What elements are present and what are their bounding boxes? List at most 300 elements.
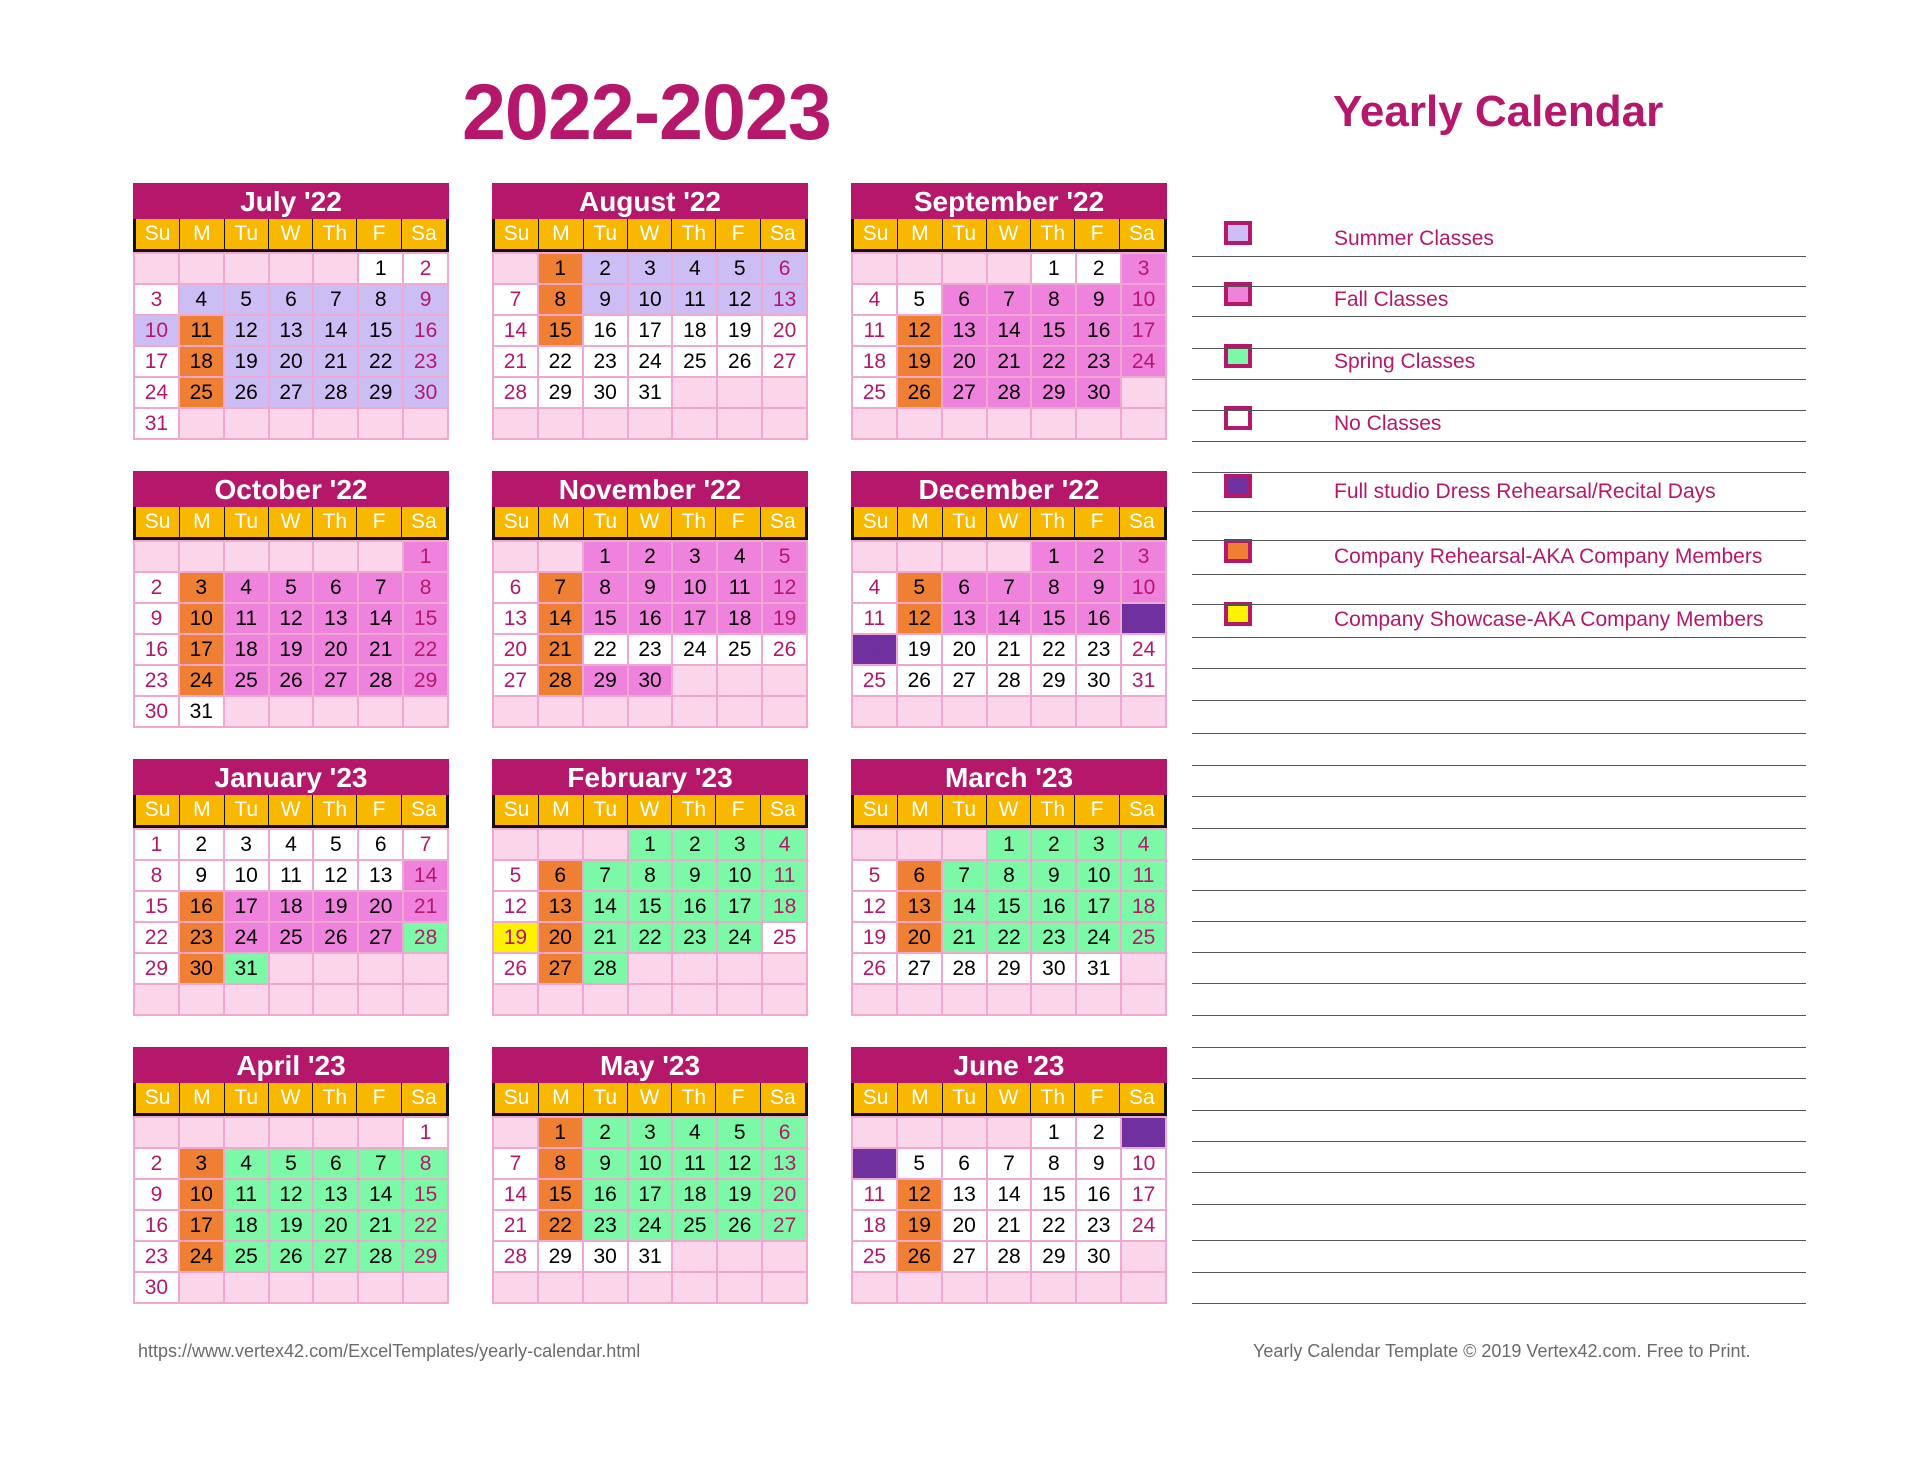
empty-day-cell: [314, 252, 359, 283]
day-cell: 24: [1122, 633, 1167, 664]
empty-day-cell: [1032, 407, 1077, 438]
empty-day-cell: [584, 407, 629, 438]
day-cell: 5: [225, 283, 270, 314]
empty-day-cell: [1077, 695, 1122, 726]
day-cell: 29: [1032, 376, 1077, 407]
weekday-label: Sa: [770, 510, 796, 533]
day-cell: 20: [494, 633, 539, 664]
empty-day-cell: [673, 695, 718, 726]
empty-day-cell: [629, 952, 674, 983]
empty-day-cell: [853, 252, 898, 283]
day-cell: 10: [629, 283, 674, 314]
ruled-line: [1192, 379, 1806, 380]
empty-day-cell: [584, 1271, 629, 1302]
day-cell: 22: [539, 345, 584, 376]
weekday-label: F: [357, 1083, 401, 1113]
day-cell: 31: [629, 1240, 674, 1271]
weekday-label: Tu: [584, 507, 628, 537]
day-grid: [492, 1116, 808, 1304]
empty-day-cell: [898, 828, 943, 859]
day-cell: 12: [898, 314, 943, 345]
ruled-line: [1192, 574, 1806, 575]
day-cell: 23: [1032, 921, 1077, 952]
month-title: January '23: [133, 759, 449, 795]
day-cell: 2: [180, 828, 225, 859]
footer-credit: Yearly Calendar Template © 2019 Vertex42.com. Free to Print.: [1253, 1341, 1751, 1361]
day-cell: 26: [314, 921, 359, 952]
day-cell: 10: [225, 859, 270, 890]
day-cell: 14: [494, 314, 539, 345]
day-cell: 24: [629, 345, 674, 376]
day-cell: 24: [1122, 345, 1167, 376]
empty-day-cell: [539, 540, 584, 571]
footer-url: https://www.vertex42.com/ExcelTemplates/yearly-calendar.html: [138, 1341, 641, 1361]
empty-day-cell: [494, 1116, 539, 1147]
day-cell: 25: [270, 921, 315, 952]
empty-day-cell: [270, 407, 315, 438]
day-cell: 1: [539, 1116, 584, 1147]
weekday-label: W: [987, 219, 1031, 249]
day-cell: 28: [584, 952, 629, 983]
day-cell: 18: [673, 1178, 718, 1209]
day-cell: 19: [494, 921, 539, 952]
day-cell: 19: [270, 1209, 315, 1240]
empty-day-cell: [673, 376, 718, 407]
ruled-line: [1192, 348, 1806, 349]
day-cell: 6: [359, 828, 404, 859]
day-cell: 20: [270, 345, 315, 376]
day-cell: 5: [898, 571, 943, 602]
empty-day-cell: [853, 828, 898, 859]
day-cell: 16: [180, 890, 225, 921]
day-cell: 9: [1077, 571, 1122, 602]
day-cell: 4: [225, 1147, 270, 1178]
weekday-label: F: [716, 795, 760, 825]
day-cell: 18: [853, 633, 898, 664]
day-cell: 2: [1032, 828, 1077, 859]
empty-day-cell: [988, 1271, 1033, 1302]
day-cell: 16: [1077, 314, 1122, 345]
ruled-line: [1192, 921, 1806, 922]
empty-day-cell: [270, 1116, 315, 1147]
day-cell: 14: [314, 314, 359, 345]
day-cell: 10: [1122, 571, 1167, 602]
day-cell: 17: [1122, 602, 1167, 633]
ruled-line: [1192, 1172, 1806, 1173]
month-title: August '22: [492, 183, 808, 219]
weekday-label: Sa: [1129, 222, 1155, 245]
day-cell: 23: [404, 345, 449, 376]
day-cell: 16: [1032, 890, 1077, 921]
day-cell: 17: [135, 345, 180, 376]
day-cell: 12: [718, 1147, 763, 1178]
day-cell: 31: [1077, 952, 1122, 983]
empty-day-cell: [314, 1271, 359, 1302]
weekday-header: [851, 507, 1167, 540]
weekday-label: Tu: [584, 219, 628, 249]
day-cell: 24: [629, 1209, 674, 1240]
weekday-label: M: [539, 795, 583, 825]
ruled-line: [1192, 540, 1806, 541]
day-cell: 22: [584, 633, 629, 664]
empty-day-cell: [1032, 1271, 1077, 1302]
day-cell: 14: [988, 314, 1033, 345]
day-cell: 16: [629, 602, 674, 633]
ruled-line: [1192, 668, 1806, 669]
day-cell: 3: [225, 828, 270, 859]
legend-swatch-summer: [1224, 221, 1252, 245]
day-cell: 30: [180, 952, 225, 983]
day-cell: 27: [898, 952, 943, 983]
weekday-header: [133, 795, 449, 828]
weekday-label: Th: [672, 507, 716, 537]
day-cell: 23: [180, 921, 225, 952]
day-grid: [492, 828, 808, 1016]
day-cell: 27: [943, 376, 988, 407]
day-cell: 26: [494, 952, 539, 983]
day-cell: 10: [135, 314, 180, 345]
day-cell: 7: [494, 283, 539, 314]
day-cell: 9: [629, 571, 674, 602]
day-cell: 4: [853, 283, 898, 314]
day-cell: 15: [584, 602, 629, 633]
empty-day-cell: [898, 252, 943, 283]
weekday-label: Sa: [1129, 510, 1155, 533]
day-cell: 14: [943, 890, 988, 921]
weekday-label: Sa: [1129, 1086, 1155, 1109]
day-cell: 8: [629, 859, 674, 890]
weekday-header: [492, 507, 808, 540]
weekday-label: Th: [313, 1083, 357, 1113]
empty-day-cell: [494, 1271, 539, 1302]
month-title: May '23: [492, 1047, 808, 1083]
weekday-header: [133, 507, 449, 540]
day-cell: 1: [584, 540, 629, 571]
month-calendar: [133, 471, 449, 728]
empty-day-cell: [539, 983, 584, 1014]
day-cell: 29: [1032, 1240, 1077, 1271]
weekday-label: Sa: [411, 222, 437, 245]
weekday-label: F: [1075, 795, 1119, 825]
ruled-line: [1192, 511, 1806, 512]
day-cell: 31: [1122, 664, 1167, 695]
empty-day-cell: [943, 983, 988, 1014]
day-cell: 4: [225, 571, 270, 602]
day-cell: 11: [853, 314, 898, 345]
day-cell: 18: [853, 1209, 898, 1240]
weekday-label: Su: [136, 795, 180, 825]
empty-day-cell: [584, 695, 629, 726]
weekday-label: F: [716, 219, 760, 249]
empty-day-cell: [314, 1116, 359, 1147]
day-cell: 26: [898, 1240, 943, 1271]
day-cell: 9: [1077, 283, 1122, 314]
empty-day-cell: [673, 664, 718, 695]
day-cell: 13: [494, 602, 539, 633]
empty-day-cell: [763, 952, 808, 983]
empty-day-cell: [1032, 695, 1077, 726]
empty-day-cell: [629, 407, 674, 438]
day-cell: 8: [1032, 283, 1077, 314]
day-cell: 23: [135, 1240, 180, 1271]
day-cell: 18: [270, 890, 315, 921]
day-cell: 28: [988, 376, 1033, 407]
day-cell: 5: [898, 1147, 943, 1178]
day-grid: [133, 252, 449, 440]
month-calendar: [133, 183, 449, 440]
day-grid: [492, 252, 808, 440]
day-cell: 28: [943, 952, 988, 983]
day-cell: 6: [539, 859, 584, 890]
day-cell: 19: [898, 345, 943, 376]
day-cell: 25: [853, 376, 898, 407]
day-grid: [851, 828, 1167, 1016]
weekday-label: M: [539, 219, 583, 249]
month-calendar: [133, 1047, 449, 1304]
weekday-header: [492, 1083, 808, 1116]
day-cell: 6: [763, 1116, 808, 1147]
day-cell: 10: [629, 1147, 674, 1178]
day-cell: 19: [314, 890, 359, 921]
day-cell: 8: [539, 283, 584, 314]
ruled-line: [1192, 828, 1806, 829]
weekday-label: F: [1075, 507, 1119, 537]
empty-day-cell: [673, 952, 718, 983]
empty-day-cell: [763, 1271, 808, 1302]
day-cell: 19: [225, 345, 270, 376]
day-cell: 12: [314, 859, 359, 890]
ruled-line: [1192, 983, 1806, 984]
empty-day-cell: [225, 695, 270, 726]
day-cell: 3: [1077, 828, 1122, 859]
day-cell: 24: [225, 921, 270, 952]
day-cell: 1: [135, 828, 180, 859]
day-cell: 19: [718, 314, 763, 345]
empty-day-cell: [988, 407, 1033, 438]
empty-day-cell: [314, 952, 359, 983]
day-cell: 28: [404, 921, 449, 952]
day-cell: 11: [1122, 859, 1167, 890]
day-cell: 30: [1032, 952, 1077, 983]
empty-day-cell: [584, 828, 629, 859]
empty-day-cell: [494, 252, 539, 283]
weekday-label: Sa: [411, 798, 437, 821]
day-cell: 3: [629, 252, 674, 283]
day-cell: 14: [539, 602, 584, 633]
day-cell: 25: [718, 633, 763, 664]
ruled-line: [1192, 410, 1806, 411]
day-cell: 4: [673, 252, 718, 283]
empty-day-cell: [539, 407, 584, 438]
day-cell: 16: [135, 633, 180, 664]
empty-day-cell: [1077, 1271, 1122, 1302]
day-cell: 17: [225, 890, 270, 921]
weekday-label: Th: [313, 219, 357, 249]
empty-day-cell: [270, 540, 315, 571]
day-cell: 31: [225, 952, 270, 983]
day-cell: 20: [943, 345, 988, 376]
ruled-line: [1192, 765, 1806, 766]
day-cell: 8: [539, 1147, 584, 1178]
day-cell: 13: [314, 602, 359, 633]
day-cell: 6: [314, 571, 359, 602]
day-cell: 4: [853, 1147, 898, 1178]
weekday-label: W: [269, 219, 313, 249]
weekday-label: W: [269, 507, 313, 537]
day-cell: 16: [1077, 1178, 1122, 1209]
day-cell: 30: [404, 376, 449, 407]
day-cell: 24: [673, 633, 718, 664]
page-subtitle: Yearly Calendar: [1333, 87, 1664, 136]
weekday-label: Th: [1031, 507, 1075, 537]
weekday-label: M: [898, 219, 942, 249]
weekday-label: F: [1075, 1083, 1119, 1113]
ruled-line: [1192, 796, 1806, 797]
ruled-line: [1192, 1303, 1806, 1304]
empty-day-cell: [180, 1116, 225, 1147]
day-cell: 20: [763, 1178, 808, 1209]
day-cell: 9: [1077, 1147, 1122, 1178]
day-cell: 14: [494, 1178, 539, 1209]
ruled-line: [1192, 1272, 1806, 1273]
ruled-line: [1192, 1047, 1806, 1048]
weekday-label: W: [628, 1083, 672, 1113]
weekday-label: Tu: [584, 1083, 628, 1113]
empty-day-cell: [1077, 983, 1122, 1014]
day-cell: 26: [898, 664, 943, 695]
month-title: April '23: [133, 1047, 449, 1083]
empty-day-cell: [763, 664, 808, 695]
day-grid: [851, 540, 1167, 728]
legend-label: Full studio Dress Rehearsal/Recital Days: [1334, 480, 1716, 503]
legend-label: Fall Classes: [1334, 288, 1449, 311]
day-cell: 25: [1122, 921, 1167, 952]
weekday-label: F: [357, 219, 401, 249]
empty-day-cell: [763, 407, 808, 438]
empty-day-cell: [135, 983, 180, 1014]
empty-day-cell: [673, 1271, 718, 1302]
day-cell: 27: [943, 1240, 988, 1271]
day-cell: 22: [1032, 1209, 1077, 1240]
day-cell: 2: [135, 1147, 180, 1178]
day-cell: 23: [135, 664, 180, 695]
day-cell: 12: [270, 602, 315, 633]
empty-day-cell: [314, 540, 359, 571]
day-cell: 2: [629, 540, 674, 571]
day-cell: 28: [359, 1240, 404, 1271]
day-cell: 28: [539, 664, 584, 695]
weekday-label: Th: [1031, 795, 1075, 825]
empty-day-cell: [225, 252, 270, 283]
weekday-label: F: [716, 1083, 760, 1113]
day-cell: 10: [180, 1178, 225, 1209]
day-cell: 14: [988, 1178, 1033, 1209]
day-cell: 20: [359, 890, 404, 921]
empty-day-cell: [1122, 1240, 1167, 1271]
day-cell: 6: [314, 1147, 359, 1178]
empty-day-cell: [270, 983, 315, 1014]
empty-day-cell: [584, 983, 629, 1014]
day-cell: 11: [270, 859, 315, 890]
month-title: March '23: [851, 759, 1167, 795]
day-cell: 25: [225, 664, 270, 695]
empty-day-cell: [359, 695, 404, 726]
day-cell: 10: [673, 571, 718, 602]
day-cell: 23: [1077, 633, 1122, 664]
weekday-label: Th: [313, 507, 357, 537]
day-cell: 12: [763, 571, 808, 602]
weekday-label: Su: [495, 507, 539, 537]
empty-day-cell: [359, 407, 404, 438]
day-cell: 29: [539, 376, 584, 407]
weekday-label: Th: [672, 795, 716, 825]
day-cell: 31: [629, 376, 674, 407]
ruled-line: [1192, 604, 1806, 605]
day-cell: 21: [988, 1209, 1033, 1240]
empty-day-cell: [359, 952, 404, 983]
weekday-label: W: [987, 795, 1031, 825]
day-cell: 9: [135, 602, 180, 633]
day-cell: 21: [359, 1209, 404, 1240]
day-cell: 13: [314, 1178, 359, 1209]
day-cell: 1: [988, 828, 1033, 859]
weekday-label: Th: [672, 1083, 716, 1113]
empty-day-cell: [853, 983, 898, 1014]
empty-day-cell: [225, 407, 270, 438]
empty-day-cell: [1122, 983, 1167, 1014]
weekday-label: F: [1075, 219, 1119, 249]
weekday-label: M: [898, 795, 942, 825]
weekday-header: [851, 219, 1167, 252]
weekday-label: Tu: [943, 795, 987, 825]
empty-day-cell: [314, 695, 359, 726]
day-cell: 27: [359, 921, 404, 952]
empty-day-cell: [898, 695, 943, 726]
weekday-label: Tu: [943, 507, 987, 537]
empty-day-cell: [988, 540, 1033, 571]
empty-day-cell: [180, 407, 225, 438]
legend-label: Company Rehearsal-AKA Company Members: [1334, 545, 1763, 568]
day-cell: 7: [314, 283, 359, 314]
day-cell: 2: [584, 1116, 629, 1147]
day-cell: 21: [494, 345, 539, 376]
day-cell: 3: [1122, 1116, 1167, 1147]
weekday-label: Tu: [225, 507, 269, 537]
weekday-label: Th: [672, 219, 716, 249]
weekday-label: Tu: [225, 219, 269, 249]
day-cell: 18: [1122, 890, 1167, 921]
day-cell: 8: [988, 859, 1033, 890]
day-cell: 9: [673, 859, 718, 890]
day-cell: 24: [180, 1240, 225, 1271]
day-cell: 29: [988, 952, 1033, 983]
empty-day-cell: [494, 407, 539, 438]
day-cell: 17: [673, 602, 718, 633]
day-grid: [133, 828, 449, 1016]
day-cell: 5: [763, 540, 808, 571]
empty-day-cell: [1122, 407, 1167, 438]
day-cell: 20: [898, 921, 943, 952]
day-cell: 29: [584, 664, 629, 695]
empty-day-cell: [898, 540, 943, 571]
day-cell: 3: [135, 283, 180, 314]
day-cell: 30: [584, 376, 629, 407]
empty-day-cell: [853, 695, 898, 726]
day-cell: 18: [673, 314, 718, 345]
day-cell: 15: [404, 1178, 449, 1209]
legend-swatch-rehearsal: [1224, 539, 1252, 563]
empty-day-cell: [988, 252, 1033, 283]
